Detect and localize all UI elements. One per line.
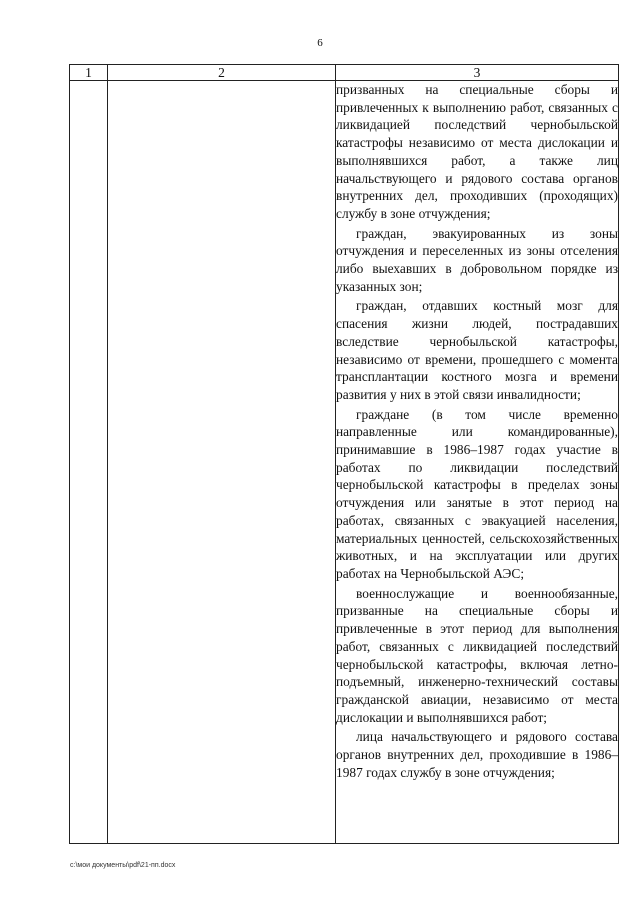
paragraph-liquidation-participants: граждане (в том числе временно направленные или командированные), принимавшие в 1986–1987 годах участие в работах по ликвидации последствий чернобыльской катастрофы в пределах зоны отчуждения или занятые в этот период на работах, связанных с эвакуацией населения, материальных ценностей, сельскохозяйственных животных, и на эксплуатации или других работах на Чернобыльской АЭС; [336, 406, 618, 581]
table-header-row [70, 65, 619, 81]
column-header-2: 2 [108, 65, 336, 81]
footer-file-path: c:\мои документы\pdf\21-пп.docx [70, 862, 176, 869]
document-table [69, 64, 619, 844]
paragraph-servicemen: военнослужащие и военнообязанные, призванные на специальные сборы и привлеченные в этот период для выполнения работ, связанных с ликвидацией последствий чернобыльской катастрофы, включая летно-подъемный, инженерно-технический составы гражданской авиации, независимо от места дислокации и выполнявшихся работ; [336, 585, 618, 725]
table-row [70, 81, 619, 844]
column-2-cell [108, 81, 336, 844]
column-3-cell [336, 81, 619, 844]
column-header-3: 3 [336, 65, 619, 81]
paragraph-continuation: призванных на специальные сборы и привлеченных к выполнению работ, связанных с ликвидацией последствий чернобыльской катастрофы независимо от места дислокации и выполнявшихся работ, а также лиц начальствующего и рядового состава органов внутренних дел, проходивших (проходящих) службу в зоне отчуждения; [336, 82, 618, 221]
paragraph-bone-marrow-donors: граждан, отдавших костный мозг для спасения жизни людей, пострадавших вследствие чернобыльской катастрофы, независимо от времени, прошедшего с момента трансплантации костного мозга и времени развития у них в этой связи инвалидности; [336, 298, 618, 402]
column-1-cell [70, 81, 108, 844]
paragraph-internal-affairs-staff: лица начальствующего и рядового состава органов внутренних дел, проходившие в 1986–1987 годах службу в зоне отчуждения; [336, 729, 618, 780]
column-header-1: 1 [70, 65, 108, 81]
page-number: 6 [317, 37, 323, 49]
paragraph-evacuated-citizens: граждан, эвакуированных из зоны отчуждения и переселенных из зоны отселения либо выехавших в добровольном порядке из указанных зон; [336, 225, 618, 294]
